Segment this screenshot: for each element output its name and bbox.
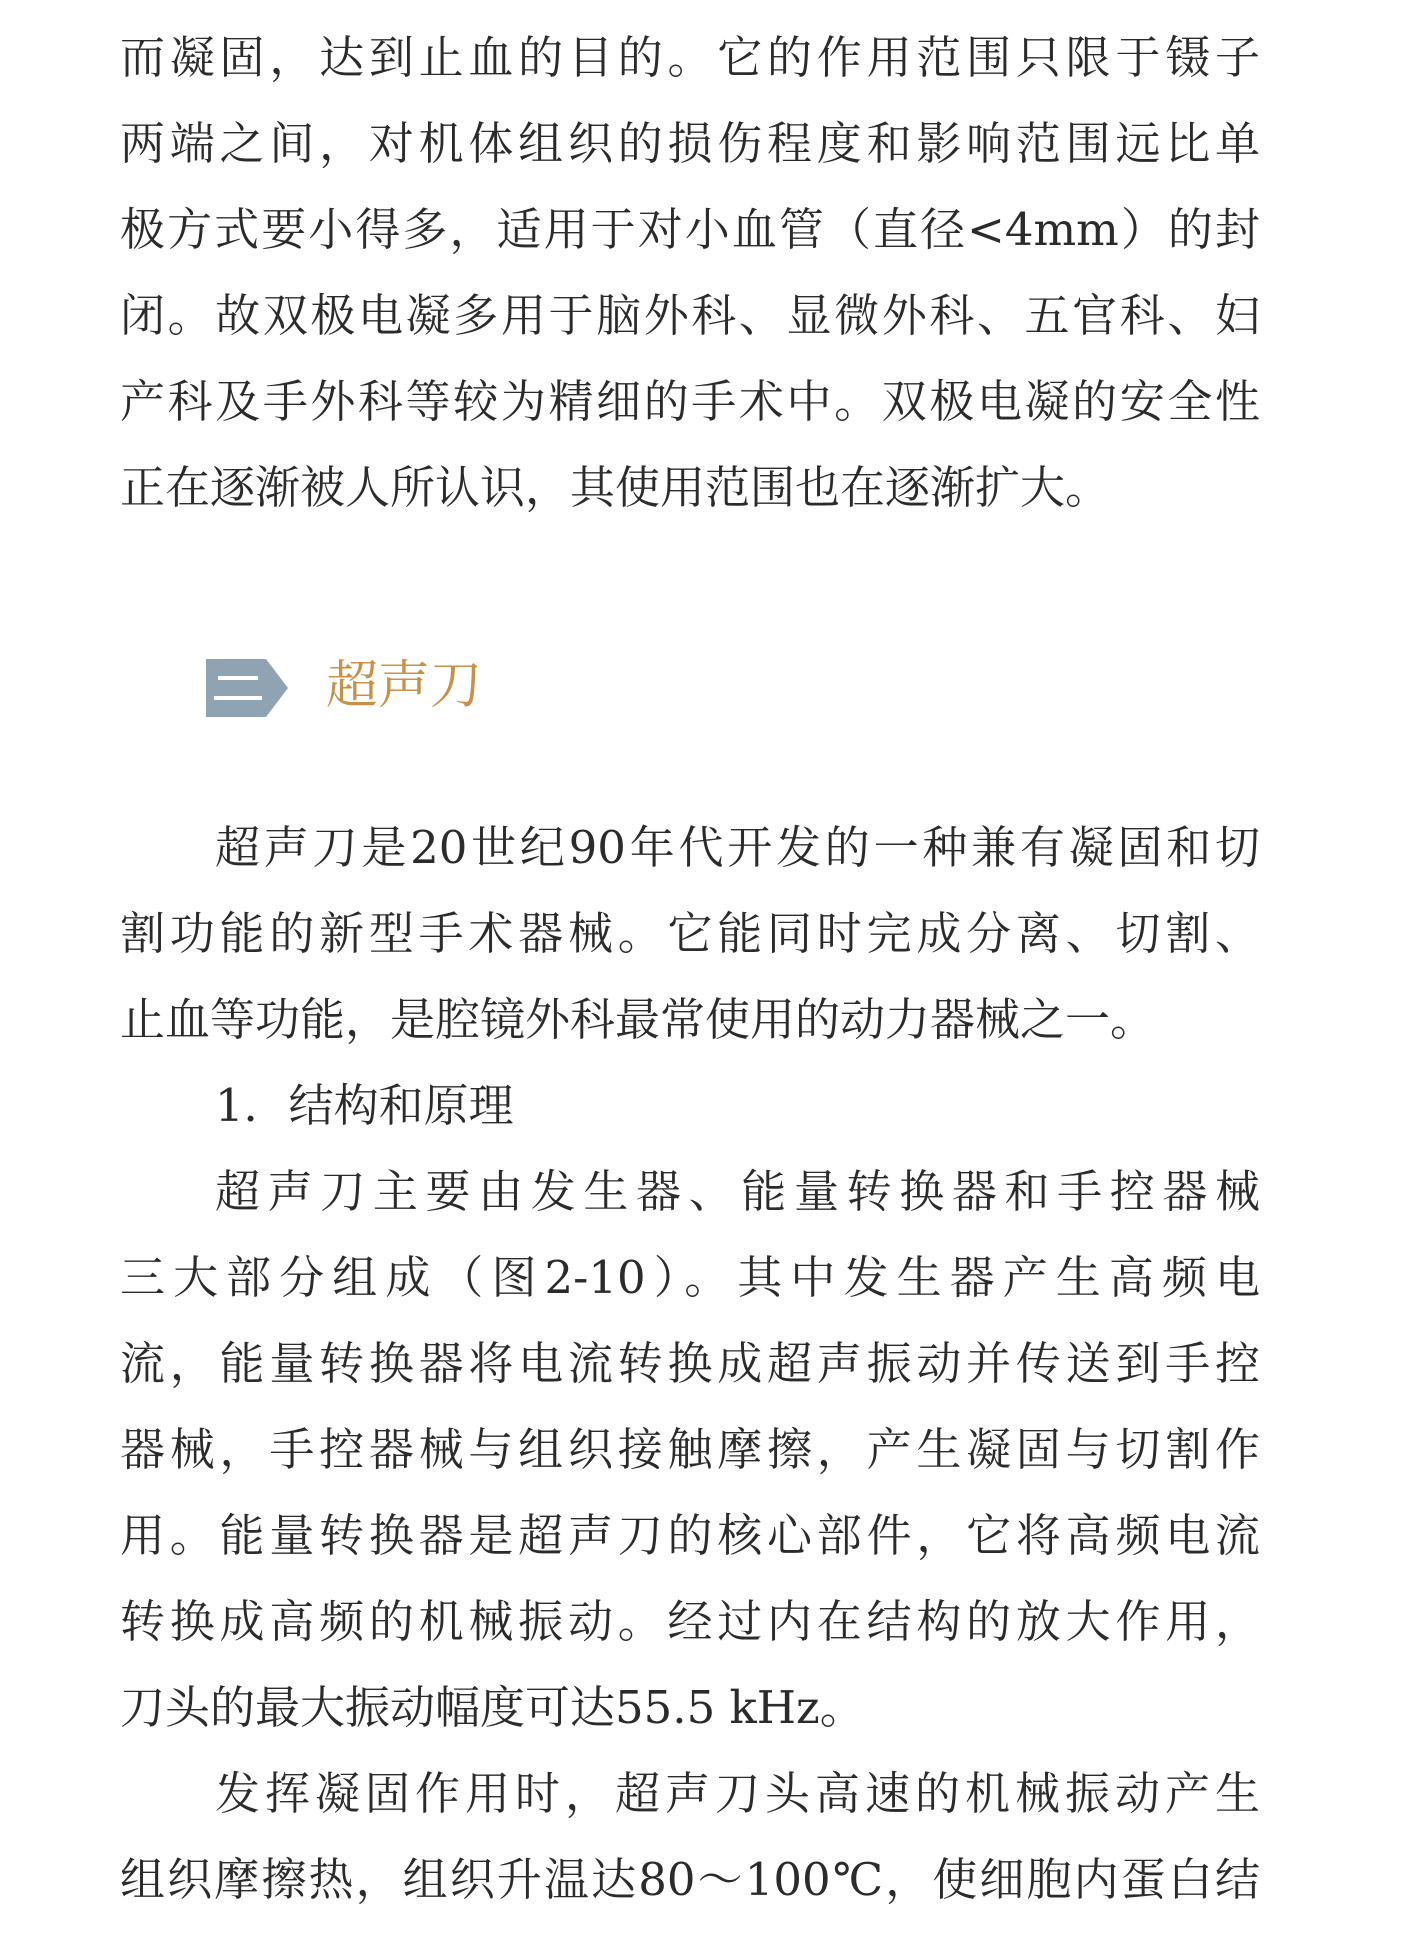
text-line: 流，能量转换器将电流转换成超声振动并传送到手控 <box>120 1337 1260 1390</box>
section-heading <box>206 651 806 721</box>
text-line: 超声刀是20世纪90年代开发的一种兼有凝固和切 <box>215 821 1260 874</box>
text-line: 闭。故双极电凝多用于脑外科、显微外科、五官科、妇 <box>120 289 1260 342</box>
text-line: 超声刀主要由发生器、能量转换器和手控器械 <box>215 1165 1260 1218</box>
text-line: 产科及手外科等较为精细的手术中。双极电凝的安全性 <box>120 375 1260 428</box>
text-line: 而凝固，达到止血的目的。它的作用范围只限于镊子 <box>120 31 1260 84</box>
text-line: 三大部分组成（图2-10）。其中发生器产生高频电 <box>120 1251 1260 1304</box>
text-line: 器械，手控器械与组织接触摩擦，产生凝固与切割作 <box>120 1423 1260 1476</box>
text-line: 用。能量转换器是超声刀的核心部件，它将高频电流 <box>120 1509 1260 1562</box>
text-line: 刀头的最大振动幅度可达55.5 kHz。 <box>120 1681 865 1734</box>
text-line: 极方式要小得多，适用于对小血管（直径<4mm）的封 <box>120 203 1260 256</box>
text-line: 发挥凝固作用时，超声刀头高速的机械振动产生 <box>215 1767 1260 1820</box>
chinese-numeral-two-badge-icon <box>206 659 288 717</box>
text-line: 割功能的新型手术器械。它能同时完成分离、切割、 <box>120 907 1260 960</box>
text-line: 正在逐渐被人所认识，其使用范围也在逐渐扩大。 <box>120 461 1111 514</box>
section-title: 超声刀 <box>326 656 483 716</box>
text-line: 组织摩擦热，组织升温达80～100℃，使细胞内蛋白结 <box>120 1853 1260 1906</box>
text-line: 两端之间，对机体组织的损伤程度和影响范围远比单 <box>120 117 1260 170</box>
subsection-title: 1．结构和原理 <box>215 1079 514 1132</box>
text-line: 止血等功能，是腔镜外科最常使用的动力器械之一。 <box>120 993 1156 1046</box>
text-line: 转换成高频的机械振动。经过内在结构的放大作用， <box>120 1595 1260 1648</box>
